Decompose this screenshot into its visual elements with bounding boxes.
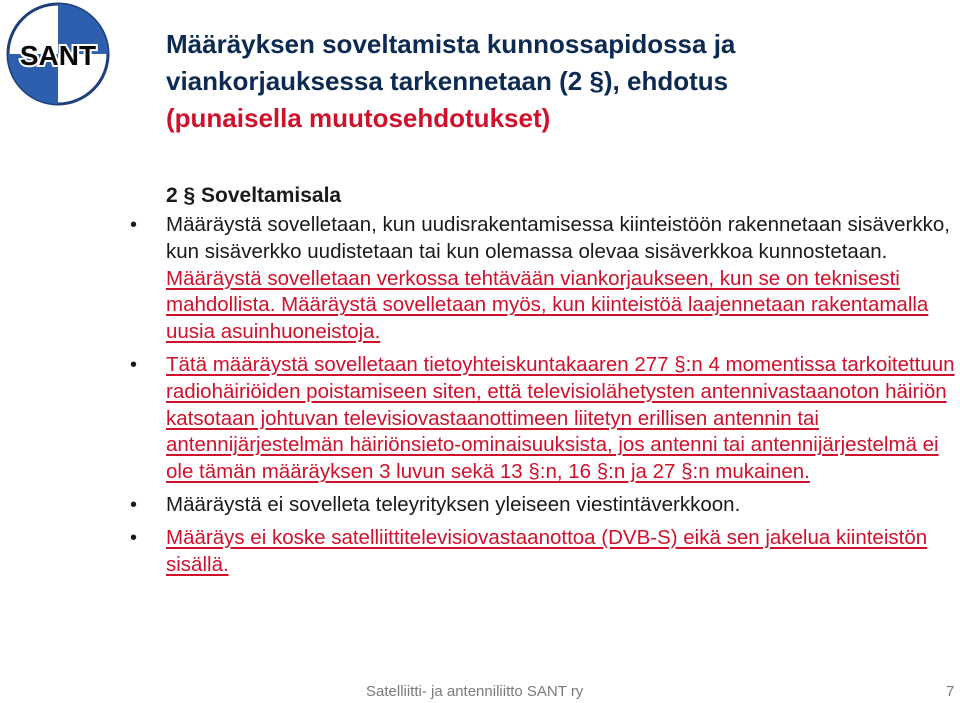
section-heading: 2 § Soveltamisala: [166, 184, 342, 207]
bullet-icon: •: [130, 353, 138, 376]
bullet-icon: •: [130, 526, 138, 549]
bullet-icon: •: [130, 214, 138, 236]
logo-text: SANT: [19, 40, 97, 71]
bullet-item-3: [130, 492, 960, 519]
title-line-3: (punaisella muutosehdotukset): [166, 103, 551, 133]
bullet-2-proposal: Tätä määräystä sovelletaan tietoyhteiskuntakaaren 277 §:n 4 momentissa tarkoitettuun radiohäiriöiden poistamiseen siten, että televisiolähetysten antennivastaanoton häiriön katsotaan johtuvan televisiovastaanottimeen liitetyn erillisen antennin tai antennijärjestelmän häiriönsieto-ominaisuuksista, jos antenni tai antennijärjestelmä ei ole tämän määräyksen 3 luvun sekä 13 §:n, 16 §:n ja 27 §:n mukainen.: [166, 352, 955, 484]
bullet-1-proposal: Määräystä sovelletaan verkossa tehtävään viankorjaukseen, kun se on teknisesti mahdollista. Määräystä sovelletaan myös, kun kiinteistöä laajennetaan rakentamalla uusia asuinhuoneistoja.: [166, 266, 929, 344]
slide-content: [130, 182, 960, 584]
bullet-1-text: Määräystä sovelletaan, kun uudisrakentamisessa kiinteistöön rakennetaan sisäverkko, kun sisäverkko uudistetaan tai kun olemassa olevaa sisäverkkoa kunnostetaan.: [166, 213, 950, 263]
bullet-item-1: [130, 212, 960, 346]
sant-logo: [6, 2, 110, 106]
bullet-icon: •: [130, 493, 138, 516]
bullet-4-proposal: Määräys ei koske satelliittitelevisiovastaanottoa (DVB-S) eikä sen jakelua kiinteistön sisällä.: [166, 525, 928, 576]
page-number: 7: [946, 683, 955, 700]
slide-footer: [0, 683, 960, 703]
title-line-1: Määräyksen soveltamista kunnossapidossa ja: [166, 29, 736, 59]
bullet-item-4: [130, 525, 960, 579]
bullet-item-2: [130, 352, 960, 486]
title-line-2: viankorjauksessa tarkennetaan (2 §), ehdotus: [166, 66, 729, 96]
footer-organization: Satelliitti- ja antenniliitto SANT ry: [366, 683, 584, 700]
page-title: [166, 26, 926, 137]
bullet-3-text: Määräystä ei sovelleta teleyrityksen yleiseen viestintäverkkoon.: [166, 492, 741, 516]
